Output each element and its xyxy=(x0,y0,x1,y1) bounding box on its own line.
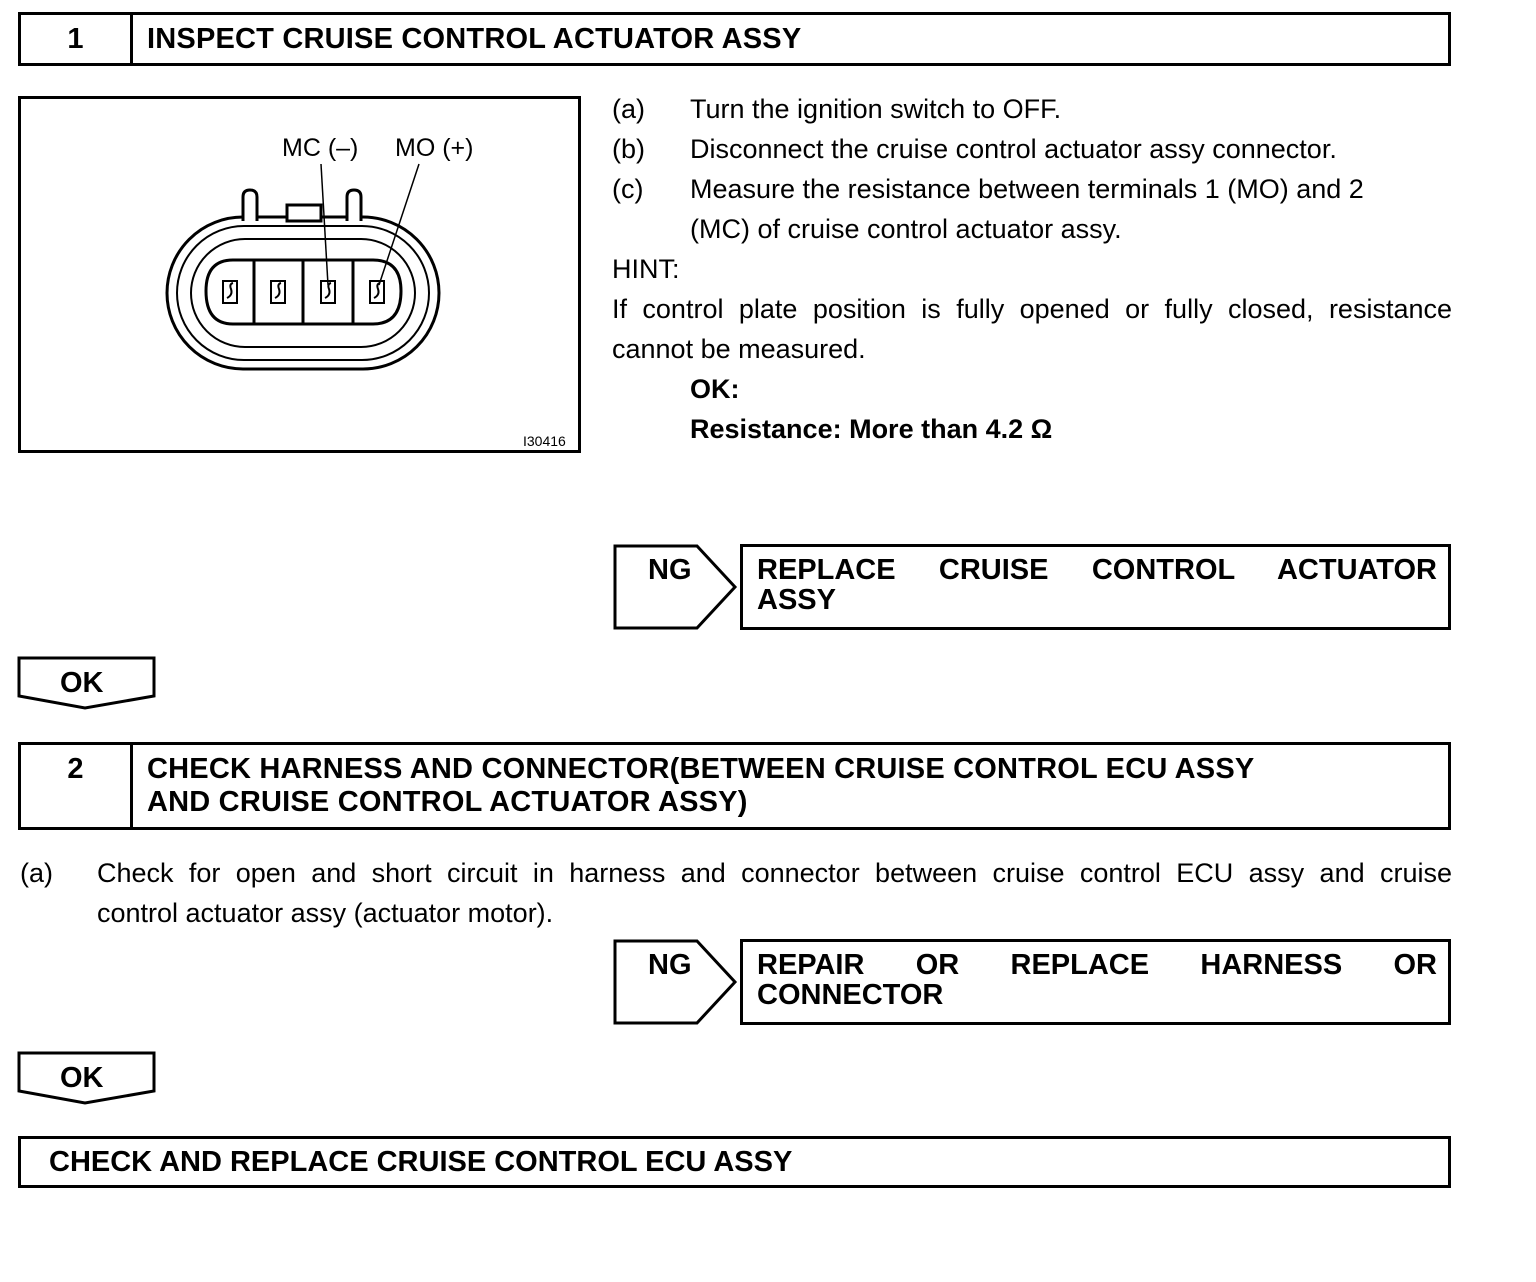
step1-header xyxy=(18,12,1451,66)
hint-label: HINT: xyxy=(612,254,680,284)
instruction-label: (a) xyxy=(20,858,53,888)
instruction-text-line2: (MC) of cruise control actuator assy. xyxy=(690,214,1122,244)
instruction-label: (c) xyxy=(612,174,644,204)
step2-number: 2 xyxy=(21,745,133,827)
instruction-text: Turn the ignition switch to OFF. xyxy=(690,94,1062,124)
step2-ng-action xyxy=(740,939,1451,1025)
ng-action-line2: ASSY xyxy=(757,584,836,616)
instruction-label: (b) xyxy=(612,134,645,164)
connector-figure xyxy=(18,96,581,453)
ok-criteria-label: OK: xyxy=(690,374,740,404)
step1-title: INSPECT CRUISE CONTROL ACTUATOR ASSY xyxy=(147,23,802,55)
ng-action-line2: CONNECTOR xyxy=(757,979,944,1011)
step1-ng-action xyxy=(740,544,1451,630)
mo-leader-line xyxy=(379,164,419,285)
mo-terminal-label: MO (+) xyxy=(395,134,474,162)
step2-header xyxy=(18,742,1451,830)
step2-ng-label: NG xyxy=(648,949,692,981)
figure-id: I30416 xyxy=(523,433,566,449)
connector-diagram xyxy=(21,99,578,450)
step1-instruction-c xyxy=(612,169,1452,249)
step2-instruction-a xyxy=(20,853,1452,933)
step1-ok-label: OK xyxy=(60,667,104,699)
ok-criteria-spec: Resistance: More than 4.2 Ω xyxy=(690,414,1053,444)
instruction-text-line1: Measure the resistance between terminals 1 (MO) and 2 xyxy=(690,174,1364,204)
step2-ok-label: OK xyxy=(60,1062,104,1094)
hint-text-line2: cannot be measured. xyxy=(612,334,866,364)
final-action-title: CHECK AND REPLACE CRUISE CONTROL ECU ASSY xyxy=(49,1146,793,1178)
step1-ng-label: NG xyxy=(648,554,692,586)
mc-terminal-label: MC (–) xyxy=(282,134,359,162)
instruction-label: (a) xyxy=(612,94,645,124)
final-action xyxy=(18,1136,1451,1188)
ng-action-line1: REPAIR OR REPLACE HARNESS OR xyxy=(757,949,1437,981)
step1-number: 1 xyxy=(21,15,133,63)
instruction-text-line1: Check for open and short circuit in harness and connector between cruise control ECU assy and cruise xyxy=(97,858,1452,888)
ng-action-line1: REPLACE CRUISE CONTROL ACTUATOR xyxy=(757,554,1437,586)
step2-title-line1: CHECK HARNESS AND CONNECTOR(BETWEEN CRUISE CONTROL ECU ASSY xyxy=(147,753,1255,785)
instruction-text: Disconnect the cruise control actuator assy connector. xyxy=(690,134,1337,164)
step2-title-line2: AND CRUISE CONTROL ACTUATOR ASSY) xyxy=(147,786,748,818)
hint-text-line1: If control plate position is fully opened or fully closed, resistance xyxy=(612,294,1452,324)
instruction-text-line2: control actuator assy (actuator motor). xyxy=(97,898,554,928)
